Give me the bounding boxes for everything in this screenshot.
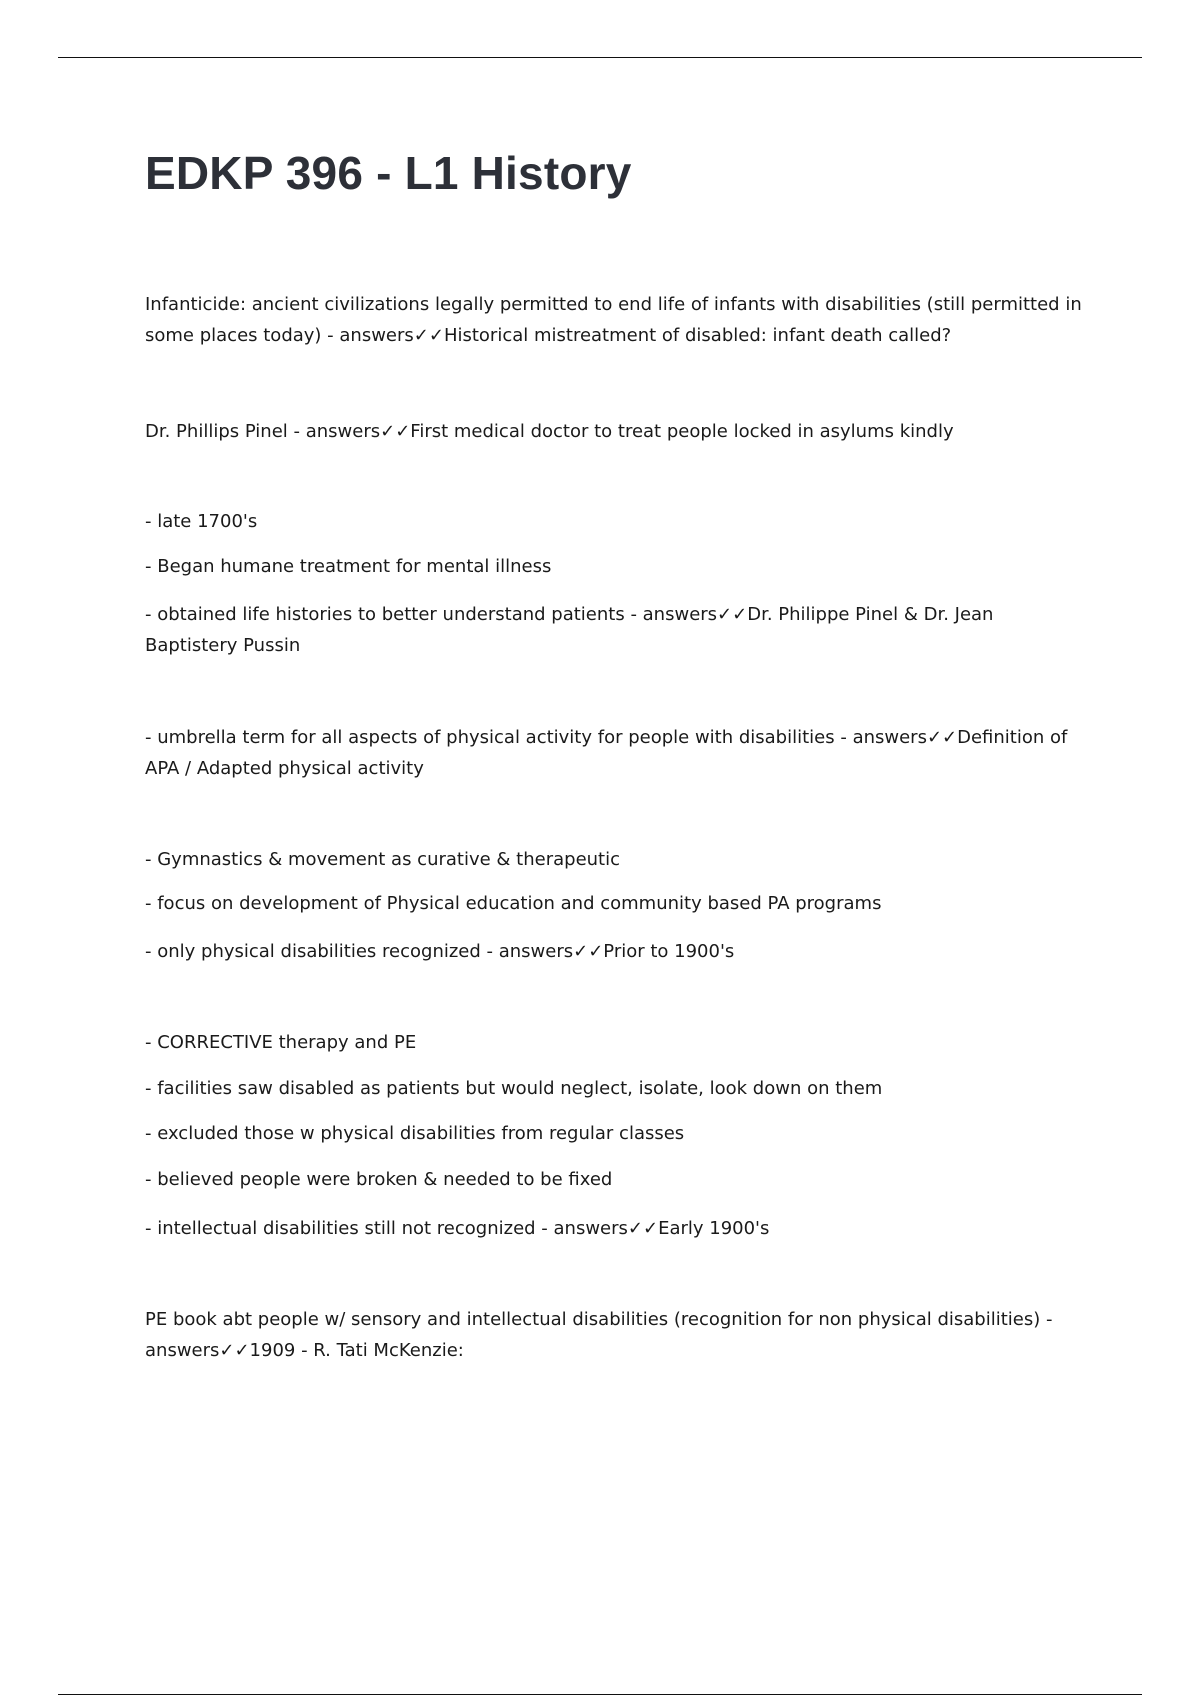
list-line: - excluded those w physical disabilities from regular classes xyxy=(145,1123,685,1144)
qa-paragraph: - intellectual disabilities still not recognized - answers✓✓Early 1900's xyxy=(145,1218,770,1239)
list-line: - believed people were broken & needed to be fixed xyxy=(145,1169,613,1190)
list-line: - focus on development of Physical education and community based PA programs xyxy=(145,893,882,914)
qa-paragraph: Infanticide: ancient civilizations legally permitted to end life of infants with disabilities (still permitted in some places today) - answers✓✓Historical mistreatment of disabled: infant death called? xyxy=(145,294,1082,346)
list-line: - facilities saw disabled as patients but would neglect, isolate, look down on them xyxy=(145,1078,883,1099)
bottom-rule xyxy=(58,1694,1142,1695)
qa-paragraph: - only physical disabilities recognized - answers✓✓Prior to 1900's xyxy=(145,941,735,962)
qa-paragraph: Dr. Phillips Pinel - answers✓✓First medical doctor to treat people locked in asylums kindly xyxy=(145,421,954,442)
list-line: - Began humane treatment for mental illness xyxy=(145,556,552,577)
top-rule xyxy=(58,57,1142,58)
qa-paragraph: - umbrella term for all aspects of physical activity for people with disabilities - answers✓✓Definition of APA / Adapted physical activity xyxy=(145,727,1068,779)
list-line: - late 1700's xyxy=(145,511,258,532)
list-line: - Gymnastics & movement as curative & therapeutic xyxy=(145,849,621,870)
qa-paragraph: - obtained life histories to better understand patients - answers✓✓Dr. Philippe Pinel & Dr. Jean Baptistery Pussin xyxy=(145,604,994,656)
list-line: - CORRECTIVE therapy and PE xyxy=(145,1032,417,1053)
qa-paragraph: PE book abt people w/ sensory and intellectual disabilities (recognition for non physical disabilities) - answers✓✓1909 - R. Tati McKenzie: xyxy=(145,1309,1053,1361)
page-title: EDKP 396 - L1 History xyxy=(145,147,632,199)
